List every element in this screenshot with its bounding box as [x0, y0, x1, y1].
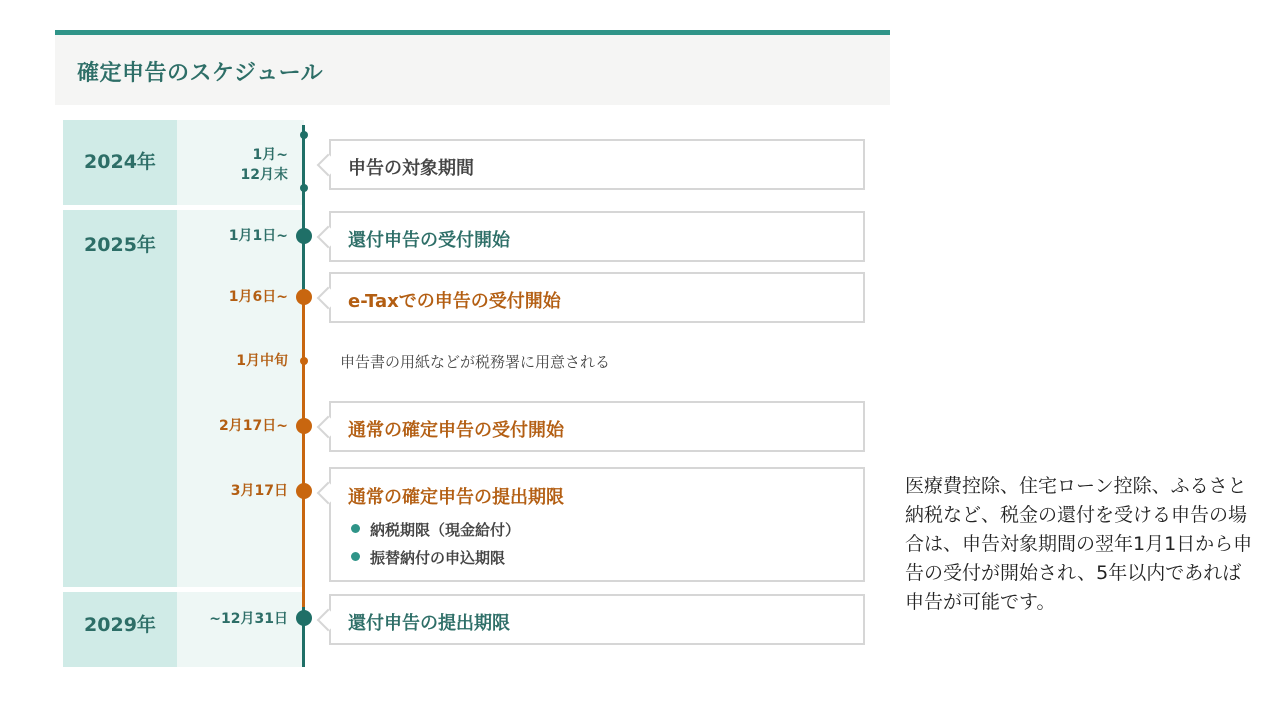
year-label: 2024年: [84, 151, 156, 173]
timeline-dot: [300, 357, 308, 365]
year-block-2029: [63, 592, 177, 667]
timeline-dot: [296, 228, 312, 244]
timeline-line: [302, 125, 305, 297]
event-card: [329, 211, 865, 262]
event-sub-item: 振替納付の申込期限: [351, 547, 505, 568]
timeline-dot: [296, 289, 312, 305]
year-label: 2029年: [84, 614, 156, 636]
timeline-line-etax: [302, 297, 305, 607]
event-card: [329, 139, 865, 190]
date-label: 1月中旬: [236, 353, 288, 369]
bullet-icon: [351, 552, 360, 561]
year-block-2024: [63, 120, 177, 205]
event-text: 申告書の用紙などが税務署に用意される: [340, 353, 611, 371]
year-label: 2025年: [84, 234, 156, 256]
date-label: 3月17日: [230, 483, 288, 499]
page-title: 確定申告のスケジュール: [77, 61, 324, 86]
timeline-dot: [296, 610, 312, 626]
timeline-dot: [300, 131, 308, 139]
date-label: 2月17日~: [219, 418, 288, 434]
date-label: 1月1日~: [228, 228, 288, 244]
timeline-dot: [296, 418, 312, 434]
date-block-2025: [177, 210, 304, 587]
date-label: 1月6日~: [228, 289, 288, 305]
date-block-2029: [177, 592, 304, 667]
event-title: 通常の確定申告の受付開始: [348, 420, 564, 441]
title-bar: [55, 30, 890, 105]
event-title: 還付申告の受付開始: [348, 230, 510, 251]
year-block-2025: [63, 210, 177, 587]
event-card: [329, 467, 865, 582]
event-card: [329, 272, 865, 323]
date-label: [241, 145, 288, 185]
event-card: [329, 401, 865, 452]
timeline-dot: [300, 184, 308, 192]
event-title: 通常の確定申告の提出期限: [348, 487, 564, 508]
side-note: 医療費控除、住宅ローン控除、ふるさと納税など、税金の還付を受ける申告の場合は、申告対象期間の翌年1月1日から申告の受付が開始され、5年以内であれば申告が可能です。: [905, 475, 1253, 613]
date-line-2: 12月末: [240, 167, 288, 183]
date-label: ~12月31日: [209, 611, 288, 627]
date-line-1: 1月~: [252, 147, 288, 163]
event-title: 申告の対象期間: [348, 158, 474, 179]
bullet-icon: [351, 524, 360, 533]
event-sub-item: 納税期限（現金給付）: [351, 519, 520, 540]
timeline-dot: [296, 483, 312, 499]
event-title: e-Taxでの申告の受付開始: [348, 291, 561, 312]
event-card: [329, 594, 865, 645]
event-title: 還付申告の提出期限: [348, 613, 510, 634]
